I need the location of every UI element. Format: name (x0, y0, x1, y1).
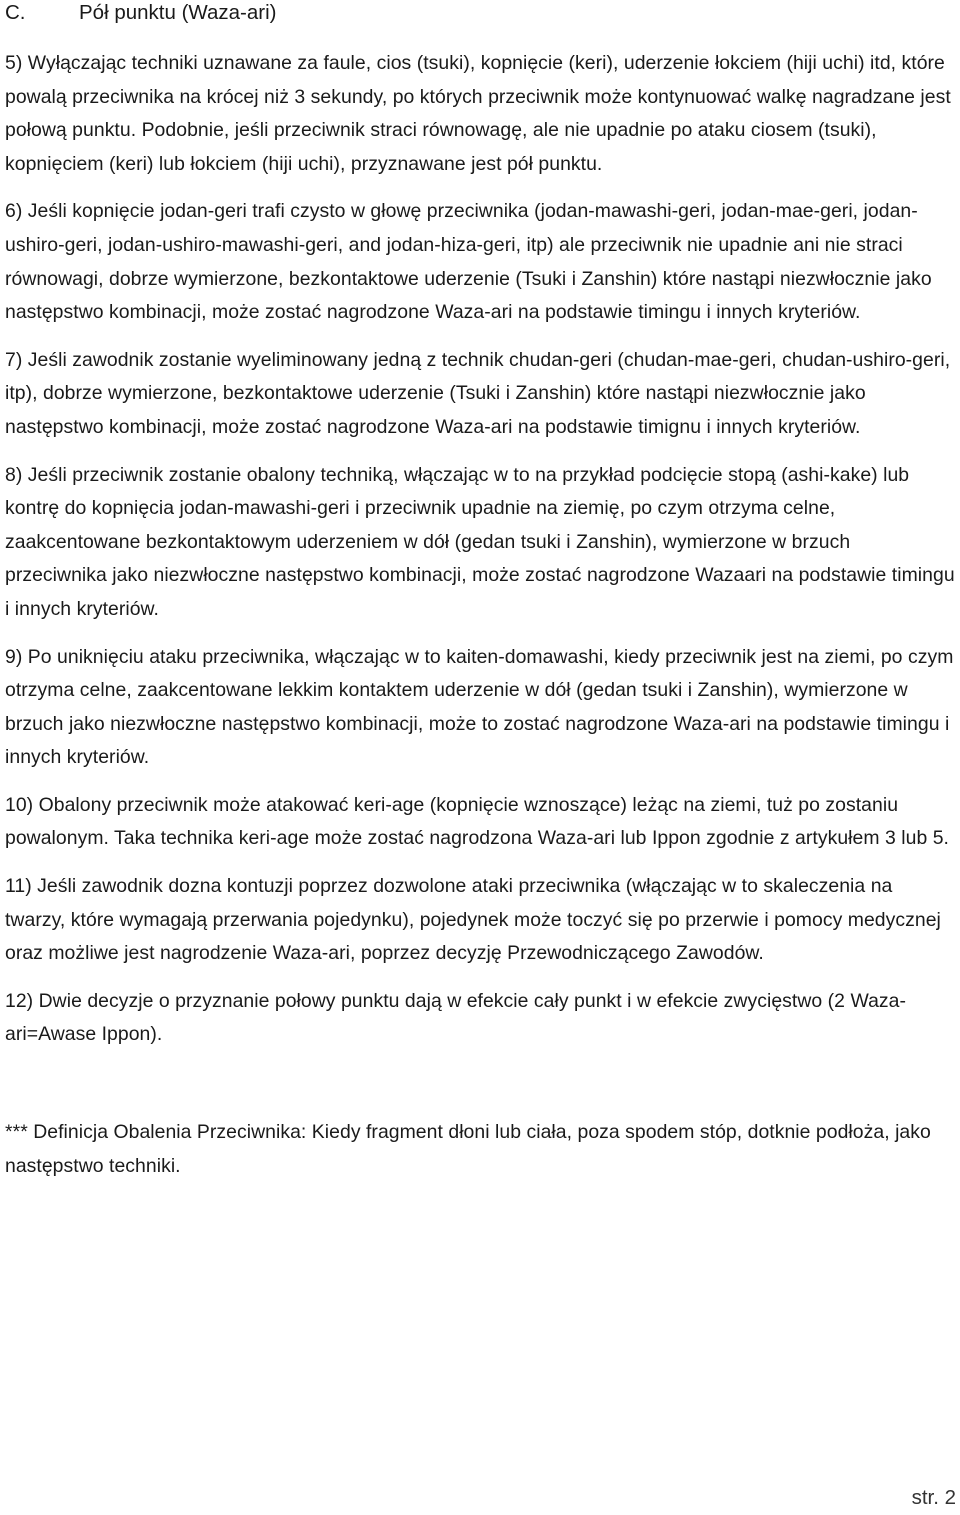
paragraph-11: 11) Jeśli zawodnik dozna kontuzji poprzez dozwolone ataki przeciwnika (włączając w to skaleczenia na twarzy, które wymagają przerwania pojedynku), pojedynek może toczyć się po przerwie i pomocy medycznej oraz możliwe jest nagrodzenie Waza-ari, poprzez decyzję Przewodniczącego Zawodów. (5, 875, 941, 965)
paragraph-10: 10) Obalony przeciwnik może atakować keri-age (kopnięcie wznoszące) leżąc na ziemi, tuż po zostaniu powalonym. Taka technika keri-age może zostać nagrodzona Waza-ari lub Ippon zgodnie z artykułem 3 lub 5. (5, 793, 949, 850)
paragraph-5: 5) Wyłączając techniki uznawane za faule, cios (tsuki), kopnięcie (keri), uderzenie łokciem (hiji uchi) itd, które powalą przeciwnika na krócej niż 3 sekundy, po których przeciwnik może kontynuować walkę nagradzane jest połową punktu. Podobnie, jeśli przeciwnik straci równowagę, ale nie upadnie po ataku ciosem (tsuki), kopnięciem (keri) lub łokciem (hiji uchi), przyznawane jest pół punktu. (5, 52, 951, 175)
paragraph-6: 6) Jeśli kopnięcie jodan-geri trafi czysto w głowę przeciwnika (jodan-mawashi-geri, jodan-mae-geri, jodan-ushiro-geri, jodan-ushiro-mawashi-geri, and jodan-hiza-geri, itp) ale przeciwnik nie upadnie ani nie straci równowagi, dobrze wymierzone, bezkontaktowe uderzenie (Tsuki i Zanshin) które nastąpi niezwłocznie jako następstwo kombinacji, może zostać nagrodzone Waza-ari na podstawie timingu i innych kryteriów. (5, 200, 932, 324)
paragraph-9: 9) Po uniknięciu ataku przeciwnika, włączając w to kaiten-domawashi, kiedy przeciwnik jest na ziemi, po czym otrzyma celne, zaakcentowane lekkim kontaktem uderzenie w dół (gedan tsuki i Zanshin), wymierzone w brzuch jako niezwłoczne następstwo kombinacji, może to zostać nagrodzone Waza-ari na podstawie timingu i innych kryteriów. (5, 645, 954, 769)
section-letter: C. (5, 1, 26, 24)
document-page (5, 0, 957, 1183)
paragraph-12: 12) Dwie decyzje o przyznanie połowy punktu dają w efekcie cały punkt i w efekcie zwycięstwo (2 Waza-ari=Awase Ippon). (5, 989, 907, 1046)
definition-note: *** Definicja Obalenia Przeciwnika: Kiedy fragment dłoni lub ciała, poza spodem stóp, dotknie podłoża, jako następstwo techniki. (5, 1121, 931, 1177)
section-title: Pół punktu (Waza-ari) (79, 1, 277, 24)
section-heading (5, 0, 957, 25)
page-number: str. 2 (911, 1486, 956, 1509)
paragraph-8: 8) Jeśli przeciwnik zostanie obalony techniką, włączając w to na przykład podcięcie stopą (ashi-kake) lub kontrę do kopnięcia jodan-mawashi-geri i przeciwnik upadnie na ziemię, po czym otrzyma celne, zaakcentowane bezkontaktowym uderzeniem w dół (gedan tsuki i Zanshin), wymierzone w brzuch przeciwnika jako niezwłoczne następstwo kombinacji, może zostać nagrodzone Wazaari na podstawie timingu i innych kryteriów. (5, 463, 955, 620)
paragraph-7: 7) Jeśli zawodnik zostanie wyeliminowany jedną z technik chudan-geri (chudan-mae-geri, chudan-ushiro-geri, itp), dobrze wymierzone, bezkontaktowe uderzenie (Tsuki i Zanshin) które nastąpi niezwłocznie jako następstwo kombinacji, może zostać nagrodzone Waza-ari na podstawie timignu i innych kryteriów. (5, 348, 951, 438)
